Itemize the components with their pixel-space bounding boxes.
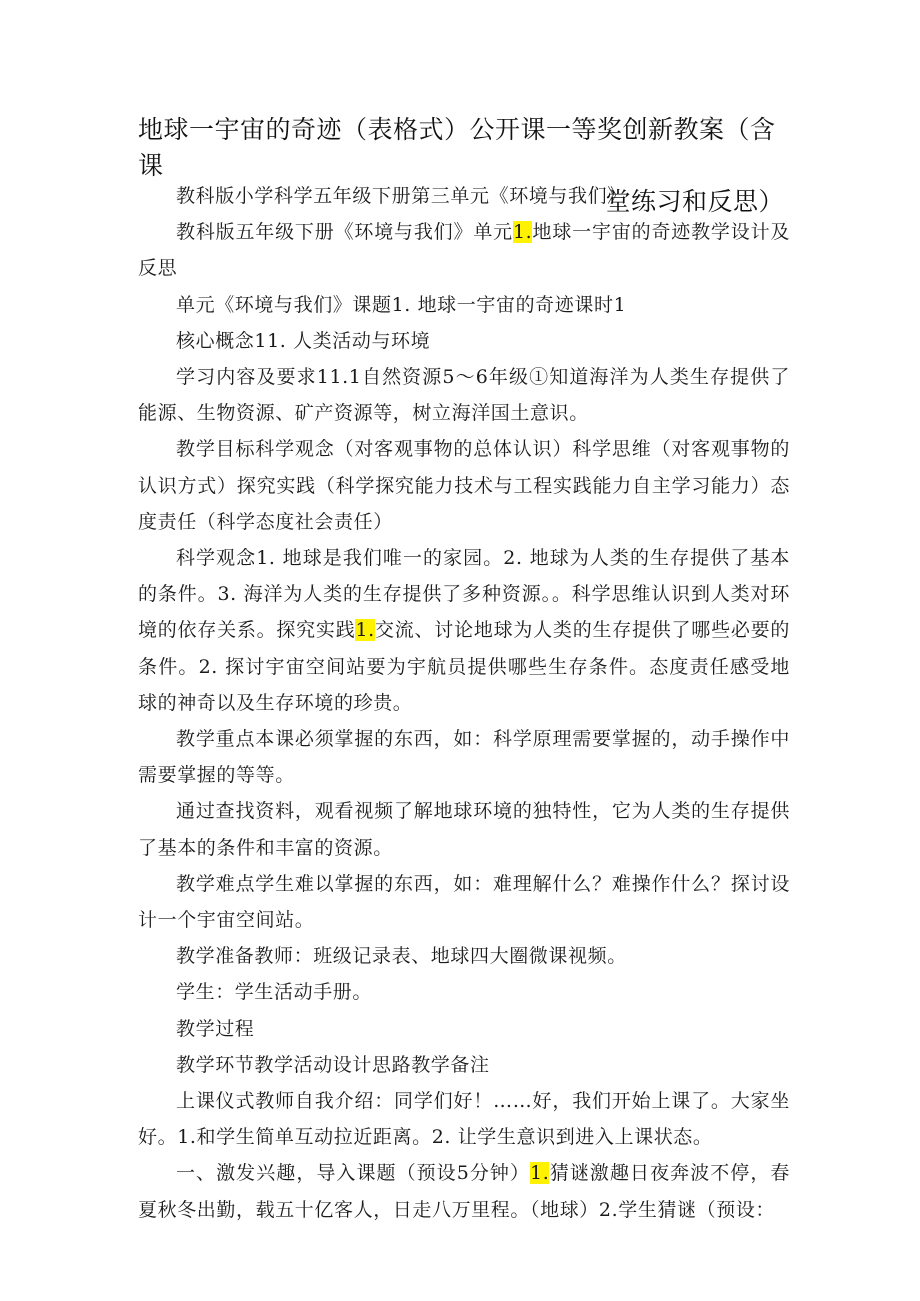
text-run: 教学目标科学观念（对客观事物的总体认识）科学思维（对客观事物的认识方式）探究实践（科学探究能力技术与工程实践能力自主学习能力）态度责任（科学态度社会责任） <box>138 438 790 533</box>
paragraph <box>138 359 790 431</box>
paragraph <box>138 974 790 1010</box>
text-run: 交流、讨论地球为人类的生存提供了哪些必要的条件。2. 探讨宇宙空间站要为宇航员提供哪些生存条件。态度责任感受地球的神奇以及生存环境的珍贵。 <box>138 619 790 714</box>
text-run: 科学观念1. 地球是我们唯一的家园。2. 地球为人类的生存提供了基本的条件。3. 海洋为人类的生存提供了多种资源。。科学思维认识到人类对环境的依存关系。探究实践 <box>138 547 790 642</box>
document-body <box>138 178 790 1228</box>
text-run: 教学难点学生难以掌握的东西，如：难理解什么？难操作什么？探讨设计一个宇宙空间站。 <box>138 872 790 932</box>
text-run: 核心概念11. 人类活动与环境 <box>176 329 431 352</box>
text-run: 单元《环境与我们》课题1. 地球一宇宙的奇迹课时1 <box>176 293 627 316</box>
paragraph <box>138 1155 790 1227</box>
paragraph <box>138 178 790 214</box>
paragraph <box>138 866 790 938</box>
text-run: 猜谜激趣日夜奔波不停，春夏秋冬出勤，载五十亿客人，日走八万里程。（地球）2.学生猜谜（预设： <box>138 1162 791 1221</box>
text-run: 教学过程 <box>176 1017 255 1040</box>
highlighted-text: 1. <box>530 1162 550 1185</box>
paragraph <box>138 1047 790 1083</box>
text-run: 学生：学生活动手册。 <box>176 981 373 1004</box>
text-run: 教学重点本课必须掌握的东西，如：科学原理需要掌握的，动手操作中需要掌握的等等。 <box>138 728 790 787</box>
text-run: 通过查找资料，观看视频了解地球环境的独特性，它为人类的生存提供了基本的条件和丰富的资源。 <box>138 800 790 859</box>
title-line-1: 地球一宇宙的奇迹（表格式）公开课一等奖创新教案（含课 <box>138 115 776 180</box>
text-run: 上课仪式教师自我介绍：同学们好！……好，我们开始上课了。大家坐好。1.和学生简单互动拉近距离。2. 让学生意识到进入上课状态。 <box>138 1090 790 1149</box>
paragraph <box>138 287 790 323</box>
paragraph <box>138 793 790 865</box>
text-run: 教学环节教学活动设计思路教学备注 <box>176 1053 490 1076</box>
paragraph <box>138 431 790 540</box>
highlighted-text: 1. <box>355 619 375 642</box>
paragraph <box>138 1083 790 1155</box>
text-run: 地球一宇宙的奇迹教学设计及反思 <box>138 221 790 280</box>
highlighted-text: 1. <box>512 221 533 244</box>
text-run: 教科版五年级下册《环境与我们》单元 <box>176 221 513 244</box>
text-run: 教学准备教师：班级记录表、地球四大圈微课视频。 <box>176 945 627 968</box>
paragraph <box>138 938 790 974</box>
text-run: 一、激发兴趣，导入课题（预设5分钟） <box>176 1162 531 1185</box>
title-line-2: 堂练习和反思） <box>605 187 784 216</box>
paragraph <box>138 323 790 359</box>
text-run: 学习内容及要求11.1自然资源5～6年级①知道海洋为人类生存提供了能源、生物资源、矿产资源等，树立海洋国土意识。 <box>138 366 790 425</box>
paragraph <box>138 214 790 286</box>
paragraph <box>138 721 790 793</box>
paragraph <box>138 540 790 721</box>
text-run: 教科版小学科学五年级下册第三单元《环境与我们》 <box>176 185 627 207</box>
paragraph <box>138 1011 790 1047</box>
